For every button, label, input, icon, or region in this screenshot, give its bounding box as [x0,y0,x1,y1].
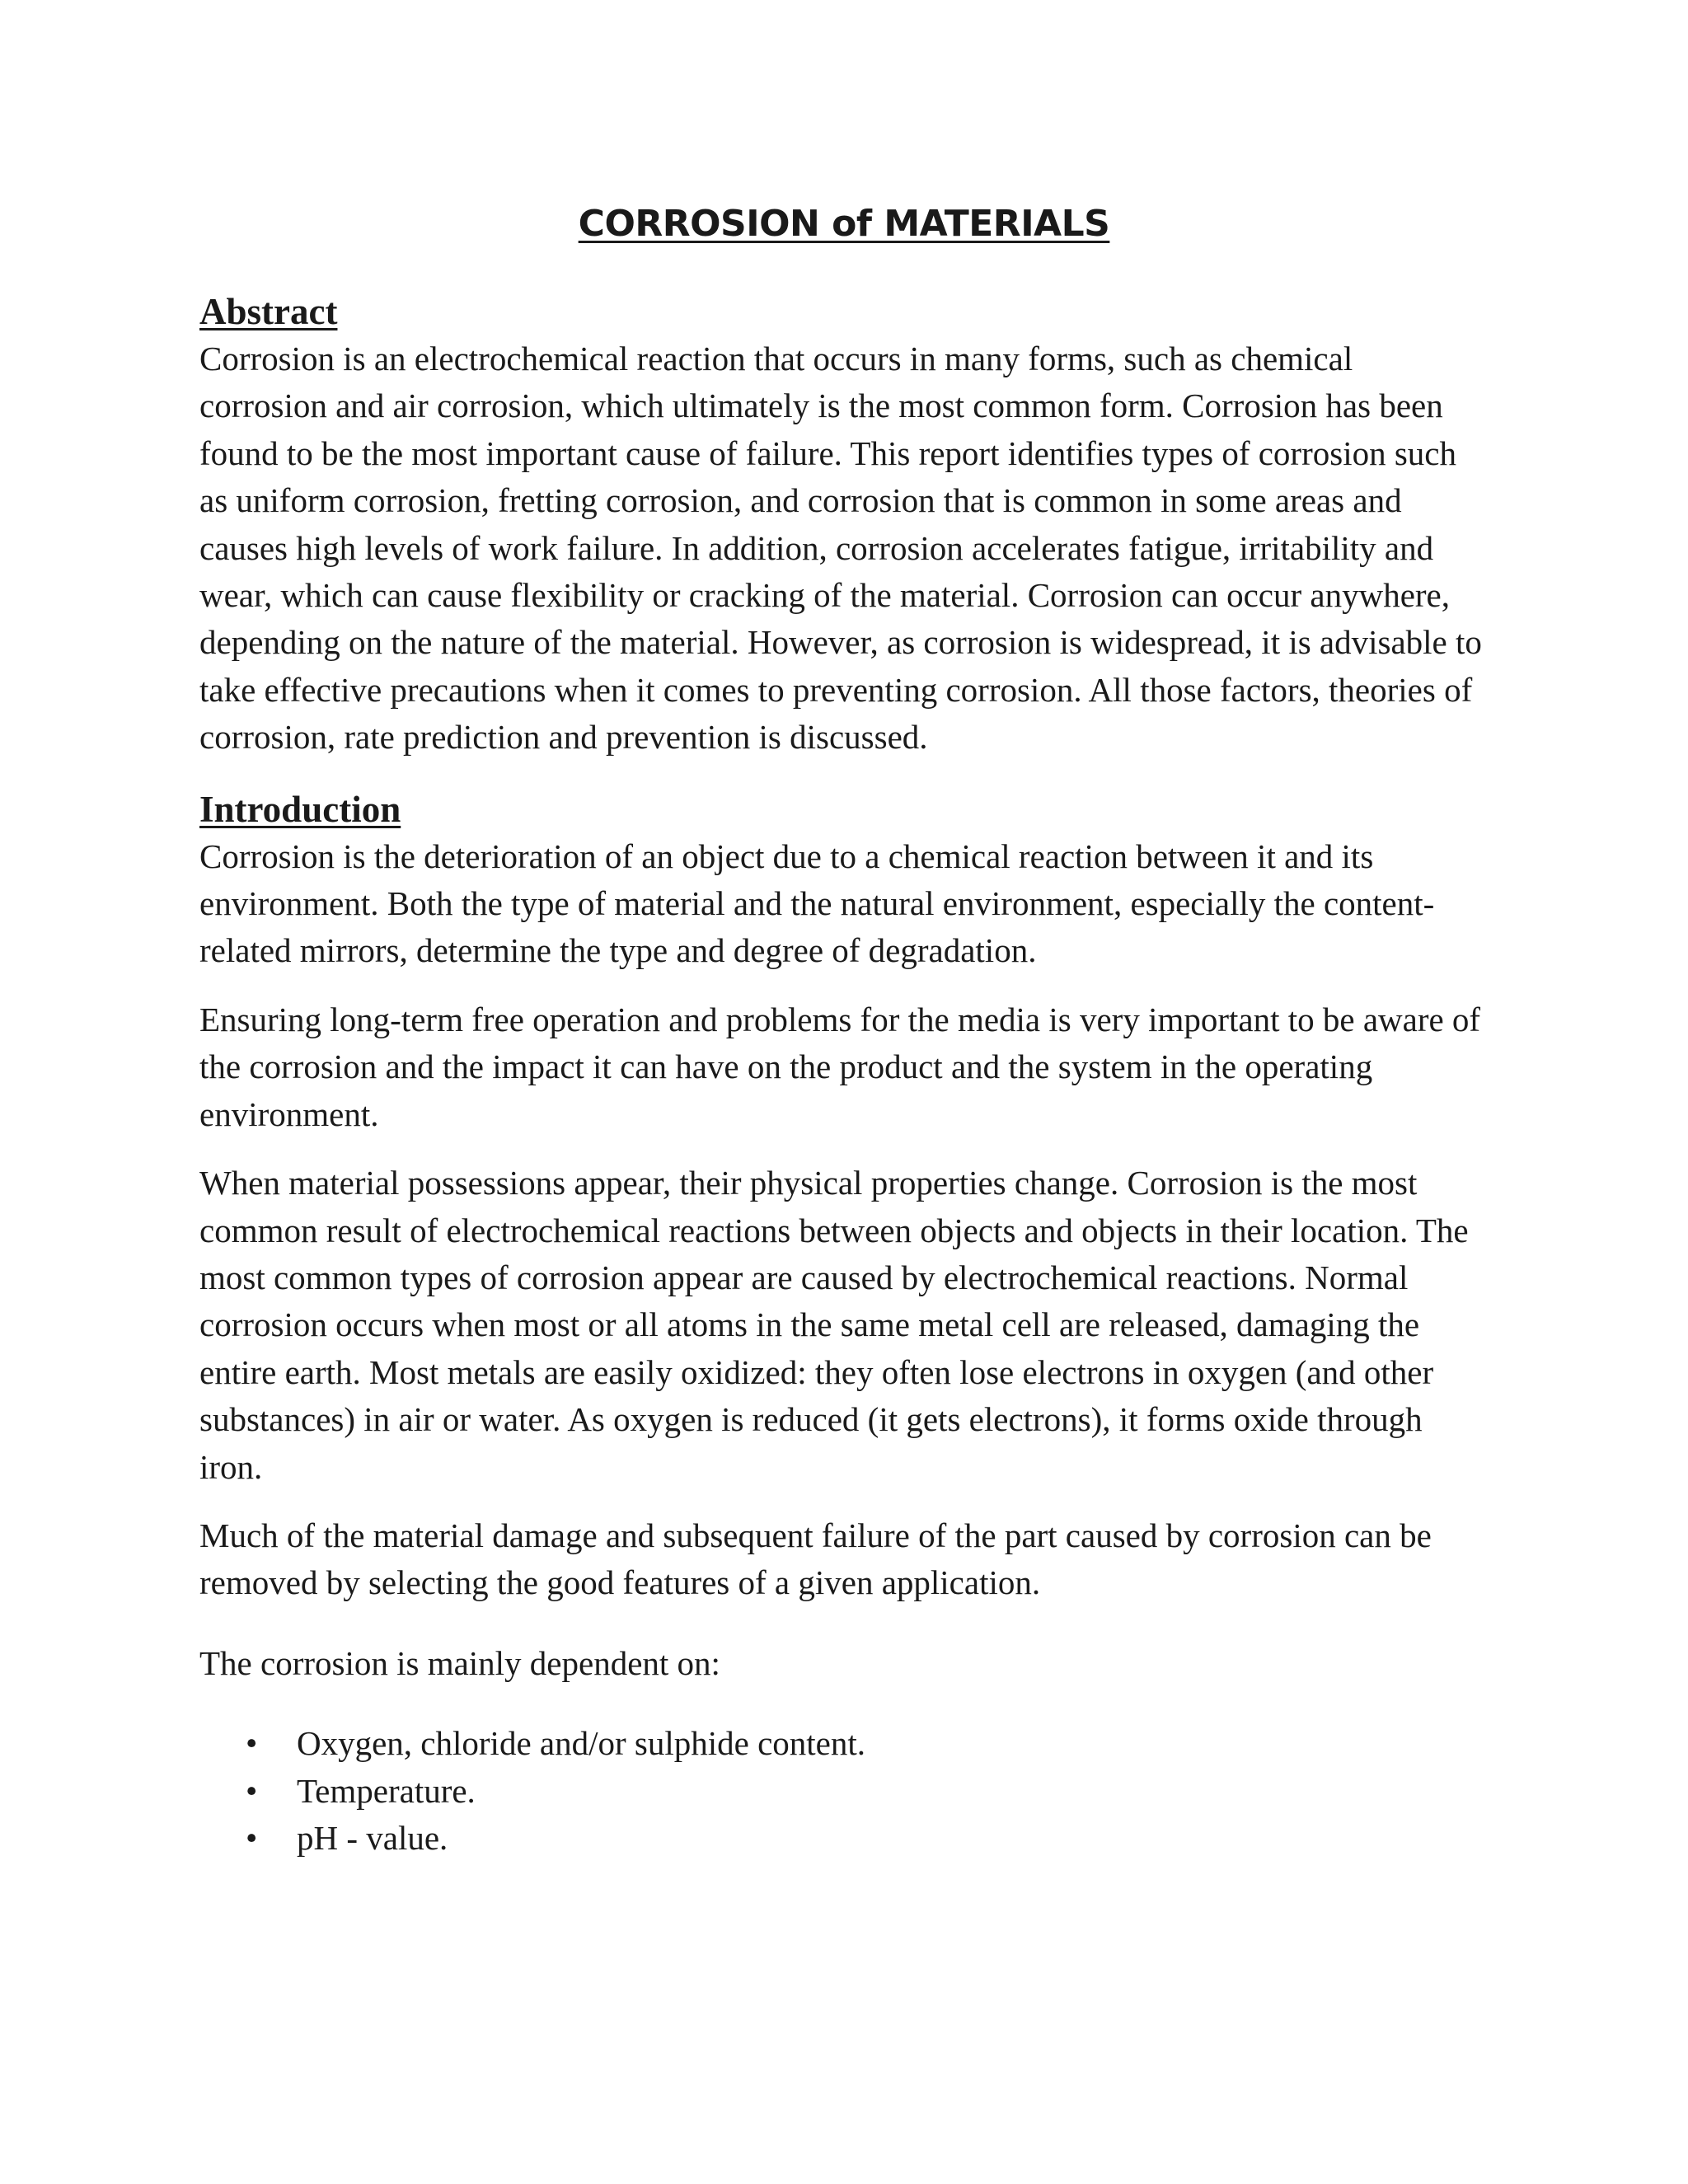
introduction-section [199,786,1485,1863]
document-body [199,288,1485,1862]
list-item-text: Oxygen, chloride and/or sulphide content. [297,1724,865,1763]
abstract-heading: Abstract [199,291,338,332]
list-item-text: pH - value. [297,1818,448,1857]
abstract-section [199,288,1485,762]
document-title [0,199,1688,249]
introduction-paragraph-3: When material possessions appear, their physical properties change. Corrosion is the most common result of electrochemical reactions between objects and objects in their location. The most common types of corrosion appear are caused by electrochemical reactions. Normal corrosion occurs when most or all atoms in the same metal cell are released, damaging the entire earth. Most metals are easily oxidized: they often lose electrons in oxygen (and other substances) in air or water. As oxygen is reduced (it gets electrons), it forms oxide through iron. [199,1164,1469,1486]
introduction-paragraph-2: Ensuring long-term free operation and problems for the media is very important to be aware of the corrosion and the impact it can have on the product and the system in the operating environment. [199,1000,1481,1133]
bullet-icon: • [246,1724,258,1763]
list-item-text: Temperature. [297,1771,476,1810]
introduction-paragraph-4: Much of the material damage and subsequent failure of the part caused by corrosion can be removed by selecting the good features of a given application. [199,1516,1432,1602]
bullet-icon: • [246,1771,258,1810]
list-item [199,1815,1485,1862]
bullet-icon: • [246,1818,258,1857]
dependency-list [199,1720,1485,1862]
list-item [199,1720,1485,1767]
introduction-paragraph-5: The corrosion is mainly dependent on: [199,1643,720,1682]
list-item [199,1768,1485,1815]
abstract-paragraph: Corrosion is an electrochemical reaction that occurs in many forms, such as chemical corrosion and air corrosion, which ultimately is the most common form. Corrosion has been found to be the most important cause of failure. This report identifies types of corrosion such as uniform corrosion, fretting corrosion, and corrosion that is common in some areas and causes high levels of work failure. In addition, corrosion accelerates fatigue, irritability and wear, which can cause flexibility or cracking of the material. Corrosion can occur anywhere, depending on the nature of the material. However, as corrosion is widespread, it is advisable to take effective precautions when it comes to preventing corrosion. All those factors, theories of corrosion, rate prediction and prevention is discussed. [199,340,1482,757]
introduction-heading: Introduction [199,788,401,830]
document-title-text: CORROSION of MATERIALS [578,203,1110,245]
introduction-paragraph-1: Corrosion is the deterioration of an object due to a chemical reaction between it and its environment. Both the type of material and the natural environment, especially the content-related mirrors, determine the type and degree of degradation. [199,837,1435,970]
